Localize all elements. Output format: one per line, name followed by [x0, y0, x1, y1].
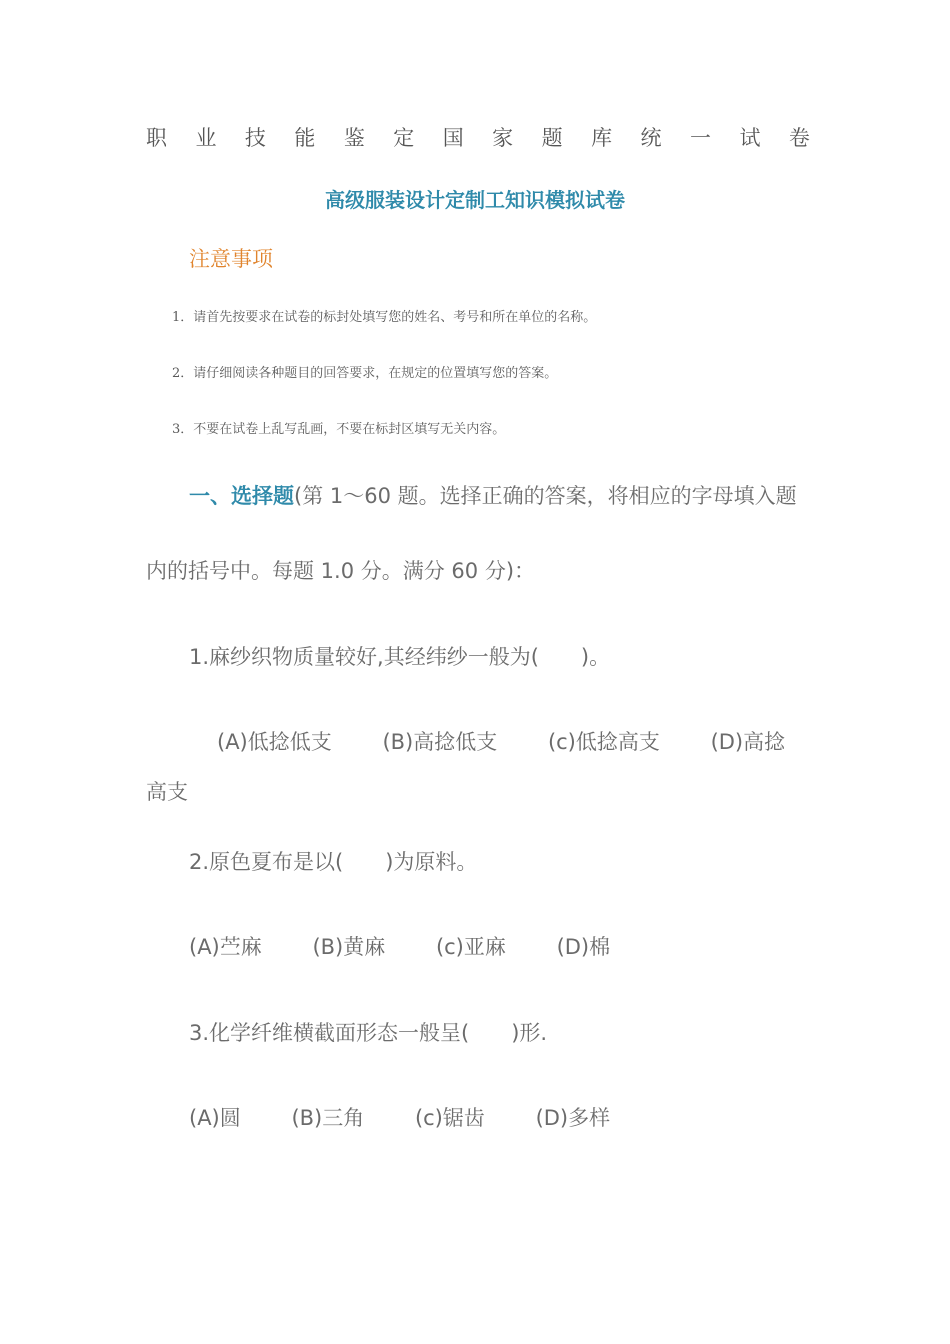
option: (A)苎麻 [189, 935, 262, 959]
option: (D)棉 [556, 935, 611, 959]
question-options [189, 1102, 610, 1132]
question-stem: 2.原色夏布是以( )为原料。 [189, 850, 478, 874]
option: (A)低捻低支 [217, 730, 332, 754]
header-char: 家 [492, 126, 514, 150]
header-char: 试 [739, 126, 761, 150]
exam-subtitle: 高级服装设计定制工知识模拟试卷 [325, 188, 625, 212]
header-char: 统 [640, 126, 662, 150]
option: (B)三角 [291, 1106, 365, 1130]
header-char: 库 [591, 126, 613, 150]
header-char: 技 [244, 126, 266, 150]
option: (D)多样 [535, 1106, 611, 1130]
notice-title: 注意事项 [189, 247, 273, 271]
question-options [217, 726, 785, 756]
section-description: (第 1～60 题。选择正确的答案，将相应的字母填入题 [294, 484, 797, 508]
header-char: 能 [294, 126, 316, 150]
header-char: 国 [442, 126, 464, 150]
question-options [189, 931, 610, 961]
notice-item: 2．请仔细阅读各种题目的回答要求，在规定的位置填写您的答案。 [172, 366, 558, 381]
option: (A)圆 [189, 1106, 241, 1130]
section-label: 一、选择题 [189, 484, 294, 508]
header-char: 一 [689, 126, 711, 150]
header-char: 题 [541, 126, 563, 150]
option: (c)低捻高支 [547, 730, 660, 754]
option: (D)高捻 [710, 730, 786, 754]
header-char: 职 [146, 126, 167, 150]
header-char: 定 [393, 126, 415, 150]
question-stem: 1.麻纱织物质量较好,其经纬纱一般为( )。 [189, 645, 611, 669]
section-description-continued: 内的括号中。每题 1.0 分。满分 60 分)： [146, 559, 536, 583]
exam-header [146, 122, 810, 152]
section-heading [189, 480, 797, 510]
notice-item: 3．不要在试卷上乱写乱画，不要在标封区填写无关内容。 [172, 422, 506, 437]
option: (B)黄麻 [312, 935, 386, 959]
question-stem: 3.化学纤维横截面形态一般呈( )形. [189, 1021, 548, 1045]
header-char: 鉴 [343, 126, 365, 150]
notice-item: 1．请首先按要求在试卷的标封处填写您的姓名、考号和所在单位的名称。 [172, 310, 597, 325]
header-char: 业 [195, 126, 217, 150]
option: (c)锯齿 [414, 1106, 485, 1130]
option-continued: 高支 [146, 780, 188, 804]
option: (B)高捻低支 [382, 730, 498, 754]
header-char: 卷 [788, 126, 810, 150]
option: (c)亚麻 [435, 935, 506, 959]
